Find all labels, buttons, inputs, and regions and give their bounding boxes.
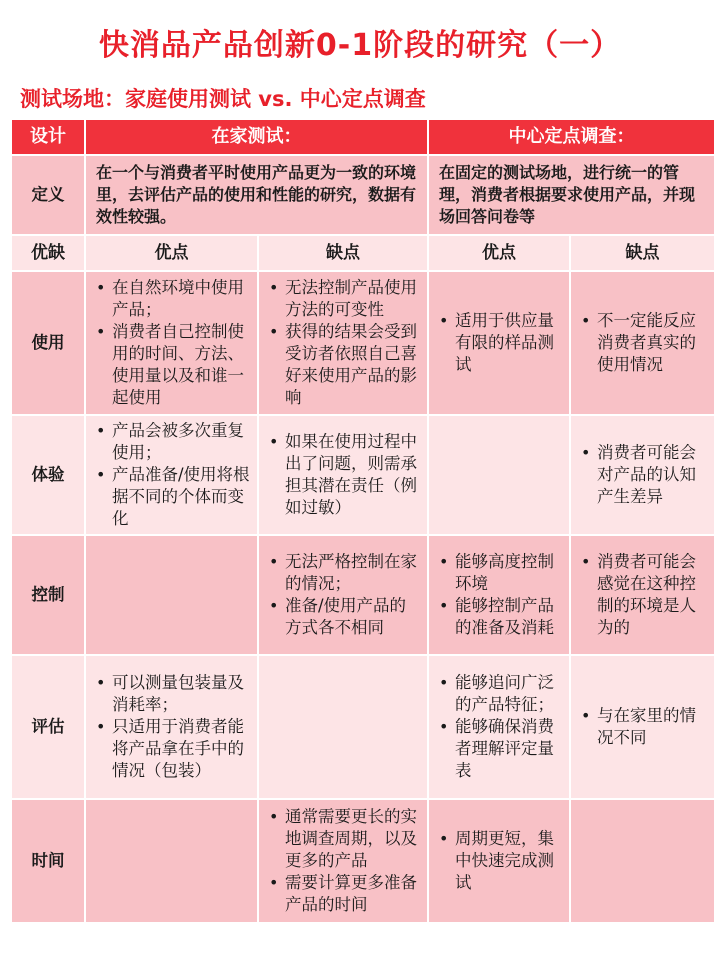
- center-pros-header: 优点: [428, 235, 570, 271]
- bullet-list: [571, 705, 714, 749]
- bullet-list: [429, 551, 569, 639]
- bullet-item: • 可以测量包装量及消耗率；: [112, 672, 251, 716]
- bullet-item: • 需要计算更多准备产品的时间: [285, 872, 421, 916]
- cell-center-con: [570, 535, 715, 655]
- home-pros-header: 优点: [85, 235, 258, 271]
- bullet-list: [259, 551, 427, 639]
- header-design: 设计: [11, 119, 85, 155]
- cell-center-pro: [428, 271, 570, 415]
- header-center-test: 中心定点调查：: [428, 119, 715, 155]
- cell-home-con: [258, 415, 428, 535]
- definition-home: 在一个与消费者平时使用产品更为一致的环境里，去评估产品的使用和性能的研究，数据有效性较强。: [85, 155, 428, 235]
- definition-label: 定义: [11, 155, 85, 235]
- bullet-list: [429, 828, 569, 894]
- table-row: [11, 271, 715, 415]
- header-home-test: 在家测试：: [85, 119, 428, 155]
- cell-home-con: [258, 271, 428, 415]
- row-label: 体验: [11, 415, 85, 535]
- bullet-item: • 消费者可能会感觉在这种控制的环境是人为的: [597, 551, 708, 639]
- cell-home-con: [258, 535, 428, 655]
- bullet-item: • 能够控制产品的准备及消耗: [455, 595, 563, 639]
- bullet-item: • 周期更短，集中快速完成测试: [455, 828, 563, 894]
- bullet-list: [429, 310, 569, 376]
- bullet-item: • 能够确保消费者理解评定量表: [455, 716, 563, 782]
- table-header-row: [11, 119, 715, 155]
- definition-row: [11, 155, 715, 235]
- row-label: 时间: [11, 799, 85, 923]
- bullet-item: • 无法控制产品使用方法的可变性: [285, 277, 421, 321]
- bullet-list: [259, 431, 427, 519]
- bullet-item: • 只适用于消费者能将产品拿在手中的情况（包装）: [112, 716, 251, 782]
- data-rows: [11, 271, 715, 923]
- cell-home-con: [258, 799, 428, 923]
- cell-home-pro: [85, 655, 258, 799]
- bullet-list: [571, 551, 714, 639]
- bullet-item: • 能够追问广泛的产品特征；: [455, 672, 563, 716]
- page-title: 快消品产品创新0-1阶段的研究（一）: [98, 28, 622, 63]
- cell-center-pro: [428, 535, 570, 655]
- cell-home-con: [258, 655, 428, 799]
- bullet-list: [86, 420, 257, 530]
- table-row: [11, 655, 715, 799]
- cell-center-con: [570, 799, 715, 923]
- bullet-item: • 不一定能反应消费者真实的使用情况: [597, 310, 708, 376]
- bullet-item: • 无法严格控制在家的情况；: [285, 551, 421, 595]
- bullet-list: [571, 310, 714, 376]
- table-row: [11, 415, 715, 535]
- cell-home-pro: [85, 799, 258, 923]
- center-cons-header: 缺点: [570, 235, 715, 271]
- bullet-item: • 在自然环境中使用产品；: [112, 277, 251, 321]
- cell-center-pro: [428, 799, 570, 923]
- table-row: [11, 799, 715, 923]
- bullet-item: • 产品会被多次重复使用；: [112, 420, 251, 464]
- row-label: 评估: [11, 655, 85, 799]
- table-row: [11, 535, 715, 655]
- bullet-item: • 获得的结果会受到受访者依照自己喜好来使用产品的影响: [285, 321, 421, 409]
- bullet-list: [86, 277, 257, 409]
- page-subtitle: 测试场地：家庭使用测试 vs. 中心定点调查: [20, 87, 426, 111]
- bullet-item: • 准备/使用产品的方式各不相同: [285, 595, 421, 639]
- cell-center-con: [570, 655, 715, 799]
- bullet-item: • 消费者自己控制使用的时间、方法、使用量以及和谁一起使用: [112, 321, 251, 409]
- bullet-item: • 与在家里的情况不同: [597, 705, 708, 749]
- bullet-item: • 如果在使用过程中出了问题，则需承担其潜在责任（例如过敏）: [285, 431, 421, 519]
- bullet-list: [259, 806, 427, 916]
- proscons-row: [11, 235, 715, 271]
- home-cons-header: 缺点: [258, 235, 428, 271]
- cell-home-pro: [85, 535, 258, 655]
- bullet-list: [571, 442, 714, 508]
- row-label: 使用: [11, 271, 85, 415]
- cell-center-pro: [428, 655, 570, 799]
- cell-center-con: [570, 415, 715, 535]
- bullet-item: • 产品准备/使用将根据不同的个体而变化: [112, 464, 251, 530]
- bullet-item: • 能够高度控制环境: [455, 551, 563, 595]
- bullet-item: • 通常需要更长的实地调查周期，以及更多的产品: [285, 806, 421, 872]
- cell-home-pro: [85, 271, 258, 415]
- definition-center: 在固定的测试场地，进行统一的管理，消费者根据要求使用产品，并现场回答问卷等: [428, 155, 715, 235]
- proscons-label: 优缺: [11, 235, 85, 271]
- cell-center-pro: [428, 415, 570, 535]
- bullet-item: • 消费者可能会对产品的认知产生差异: [597, 442, 708, 508]
- bullet-list: [429, 672, 569, 782]
- bullet-list: [259, 277, 427, 409]
- bullet-item: • 适用于供应量有限的样品测试: [455, 310, 563, 376]
- cell-home-pro: [85, 415, 258, 535]
- cell-center-con: [570, 271, 715, 415]
- row-label: 控制: [11, 535, 85, 655]
- bullet-list: [86, 672, 257, 782]
- comparison-table: [10, 118, 716, 924]
